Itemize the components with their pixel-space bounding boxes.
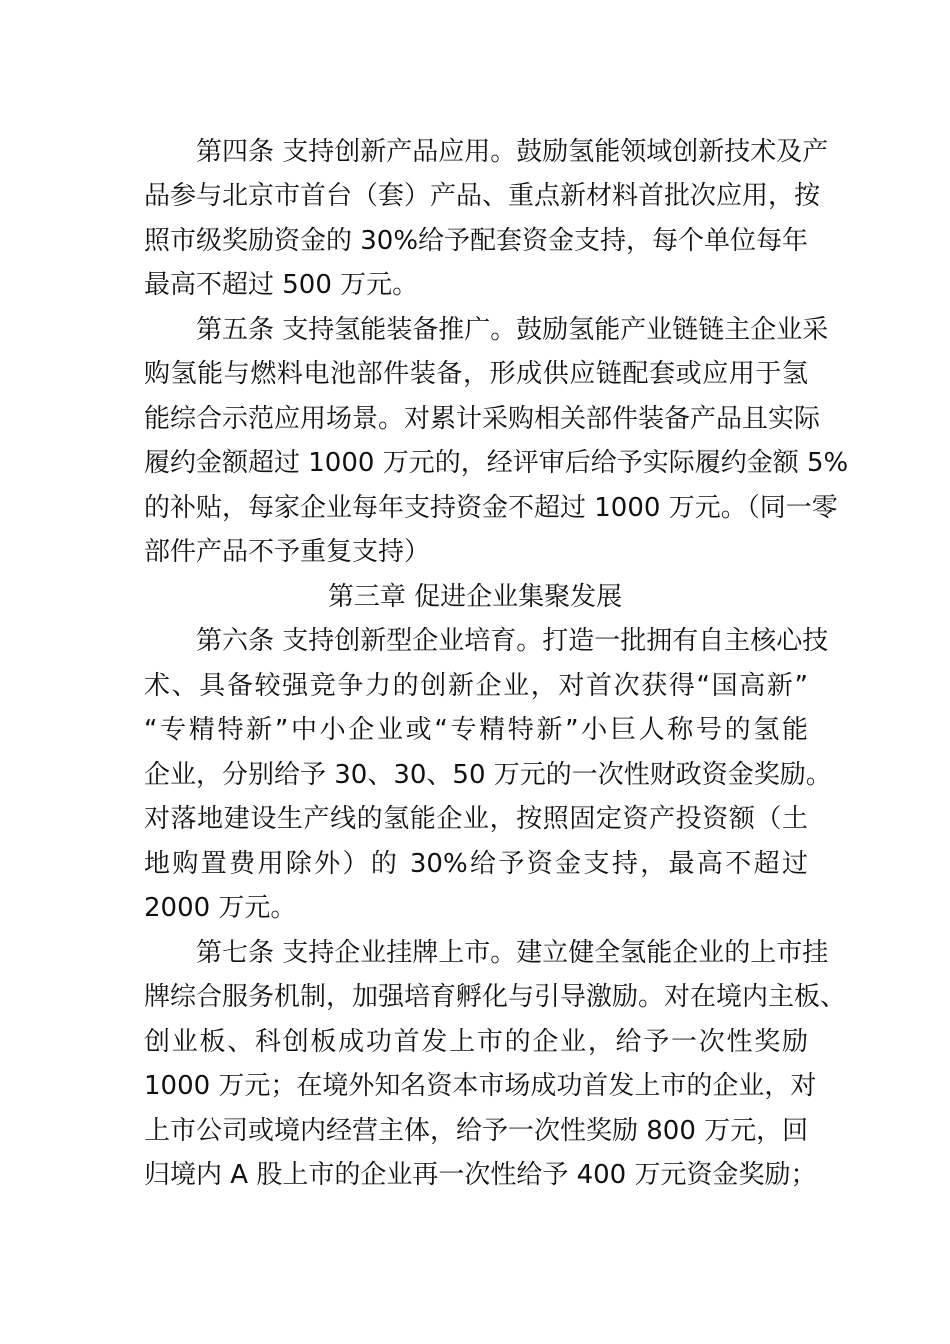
article6-line-6: 地购置费用除外）的 30%给予资金支持，最高不超过 <box>144 849 808 879</box>
article7-line-6: 归境内 A 股上市的企业再一次性给予 400 万元资金奖励； <box>144 1160 817 1190</box>
article7-line-1: 第七条 支持企业挂牌上市。建立健全氢能企业的上市挂 <box>196 938 829 968</box>
article7-line-4: 1000 万元；在境外知名资本市场成功首发上市的企业，对 <box>144 1071 817 1101</box>
article4-line-3: 照市级奖励资金的 30%给予配套资金支持，每个单位每年 <box>144 226 809 256</box>
article7-line-2: 牌综合服务机制，加强培育孵化与引导激励。对在境内主板、 <box>144 982 847 1012</box>
article7-line-3: 创业板、科创板成功首发上市的企业，给予一次性奖励 <box>144 1027 808 1057</box>
article6-line-7: 2000 万元。 <box>144 893 297 923</box>
chapter-title: 第三章 促进企业集聚发展 <box>327 582 623 612</box>
article6-line-5: 对落地建设生产线的氢能企业，按照固定资产投资额（土 <box>144 804 808 834</box>
article5-line-5: 的补贴，每家企业每年支持资金不超过 1000 万元。（同一零 <box>144 493 838 523</box>
article5-line-1: 第五条 支持氢能装备推广。鼓励氢能产业链链主企业采 <box>196 315 829 345</box>
article6-line-1: 第六条 支持创新型企业培育。打造一批拥有自主核心技 <box>196 626 829 656</box>
article4-line-4: 最高不超过 500 万元。 <box>144 270 419 300</box>
article5-line-3: 能综合示范应用场景。对累计采购相关部件装备产品且实际 <box>144 404 821 434</box>
article6-line-4: 企业，分别给予 30、30、50 万元的一次性财政资金奖励。 <box>144 760 832 790</box>
article4-line-2: 品参与北京市首台（套）产品、重点新材料首批次应用，按 <box>144 181 821 211</box>
article7-line-5: 上市公司或境内经营主体，给予一次性奖励 800 万元，回 <box>144 1116 809 1146</box>
article4-line-1: 第四条 支持创新产品应用。鼓励氢能领域创新技术及产 <box>196 137 829 167</box>
article5-line-6: 部件产品不予重复支持） <box>144 537 431 567</box>
article6-line-2: 术、具备较强竞争力的创新企业，对首次获得“国高新” <box>144 671 808 701</box>
article5-line-2: 购氢能与燃料电池部件装备，形成供应链配套或应用于氢 <box>144 359 808 389</box>
article5-line-4: 履约金额超过 1000 万元的，经评审后给予实际履约金额 5% <box>144 448 849 478</box>
article6-line-3: “专精特新”中小企业或“专精特新”小巨人称号的氢能 <box>144 715 808 745</box>
